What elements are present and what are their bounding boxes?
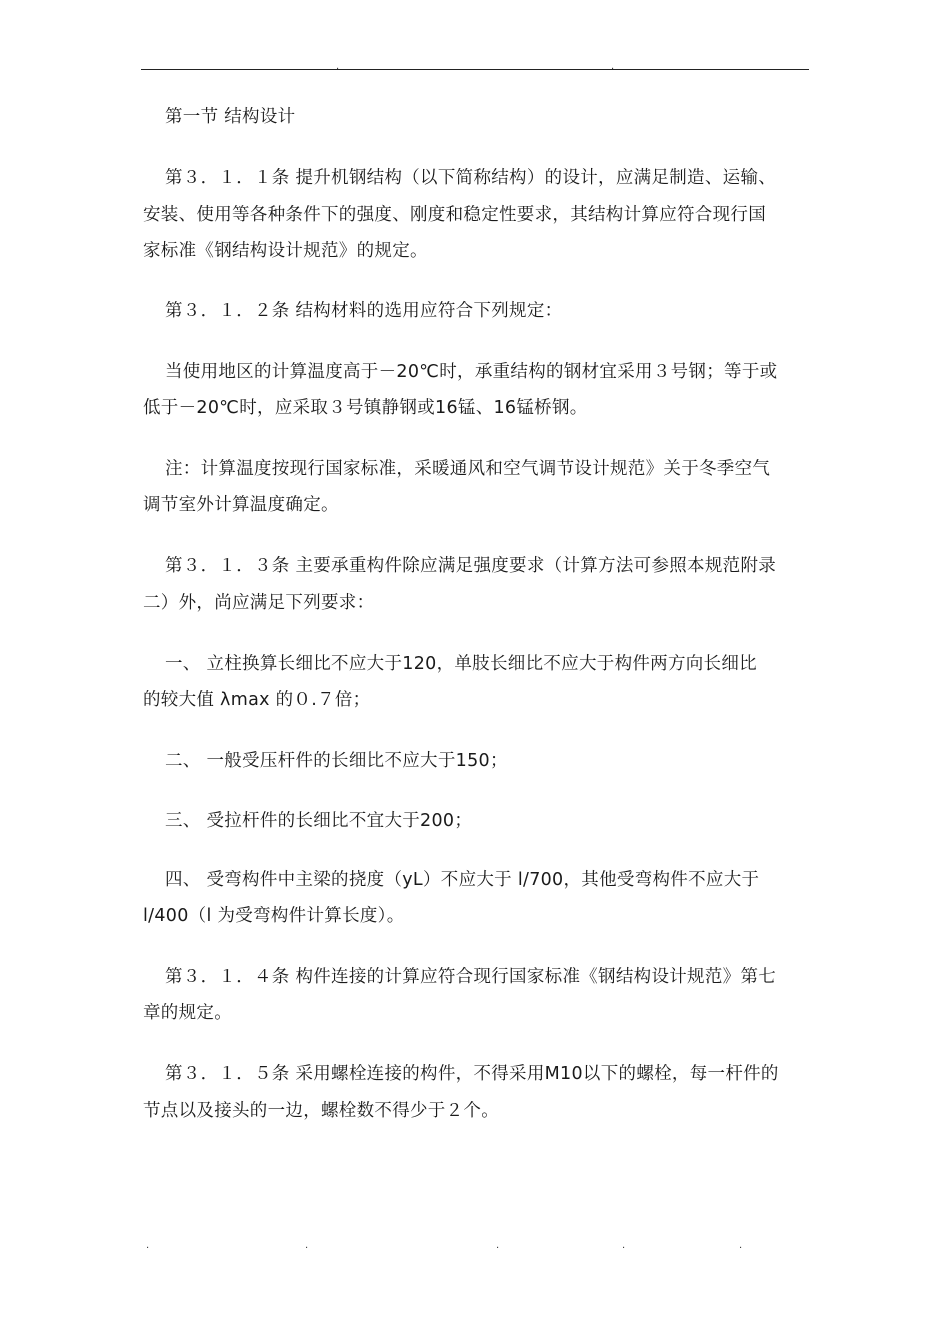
article-3-1-5-line-2: 节点以及接头的一边，螺栓数不得少于２个。 [143,1101,499,1121]
article-3-1-3-line-1: 第３．１．３条 主要承重构件除应满足强度要求（计算方法可参照本规范附录 [165,556,777,576]
section-title: 第一节 结构设计 [165,107,296,127]
item-1-line-2: 的较大值 λmax 的０.７倍； [143,690,371,710]
footer-dot: . [622,1240,626,1251]
item-4-line-1: 四、 受弯构件中主梁的挠度（yL）不应大于 l/700，其他受弯构件不应大于 [165,870,760,890]
temperature-paragraph-line-1: 当使用地区的计算温度高于－20℃时，承重结构的钢材宜采用３号钢；等于或 [165,362,778,382]
article-3-1-4-line-1: 第３．１．４条 构件连接的计算应符合现行国家标准《钢结构设计规范》第七 [165,967,777,987]
temperature-paragraph-line-2: 低于－20℃时，应采取３号镇静钢或16锰、16锰桥钢。 [143,398,588,418]
header-rule [141,69,809,70]
article-3-1-5-line-1: 第３．１．５条 采用螺栓连接的构件，不得采用M10以下的螺栓，每一杆件的 [165,1064,779,1084]
item-4-line-2: l/400（l 为受弯构件计算长度）。 [143,906,405,926]
article-3-1-1-line-3: 家标准《钢结构设计规范》的规定。 [143,241,428,261]
article-3-1-1-line-2: 安装、使用等各种条件下的强度、刚度和稳定性要求，其结构计算应符合现行国 [143,205,766,225]
header-dot: . [336,61,340,72]
note-line-1: 注：计算温度按现行国家标准，采暖通风和空气调节设计规范》关于冬季空气 [165,459,771,479]
item-3-line-1: 三、 受拉杆件的长细比不宜大于200； [165,811,473,831]
footer-dot: . [739,1240,743,1251]
article-3-1-4-line-2: 章的规定。 [143,1003,232,1023]
item-1-line-1: 一、 立柱换算长细比不应大于120，单肢长细比不应大于构件两方向长细比 [165,654,757,674]
footer-dot: . [305,1240,309,1251]
footer-dot: . [146,1240,150,1251]
article-3-1-2-line-1: 第３．１．２条 结构材料的选用应符合下列规定： [165,301,563,321]
header-dot: . [611,61,615,72]
item-2-line-1: 二、 一般受压杆件的长细比不应大于150； [165,751,508,771]
article-3-1-1-line-1: 第３．１．１条 提升机钢结构（以下简称结构）的设计，应满足制造、运输、 [165,168,777,188]
note-line-2: 调节室外计算温度确定。 [143,495,339,515]
article-3-1-3-line-2: 二）外，尚应满足下列要求： [143,593,375,613]
footer-dot: . [496,1240,500,1251]
